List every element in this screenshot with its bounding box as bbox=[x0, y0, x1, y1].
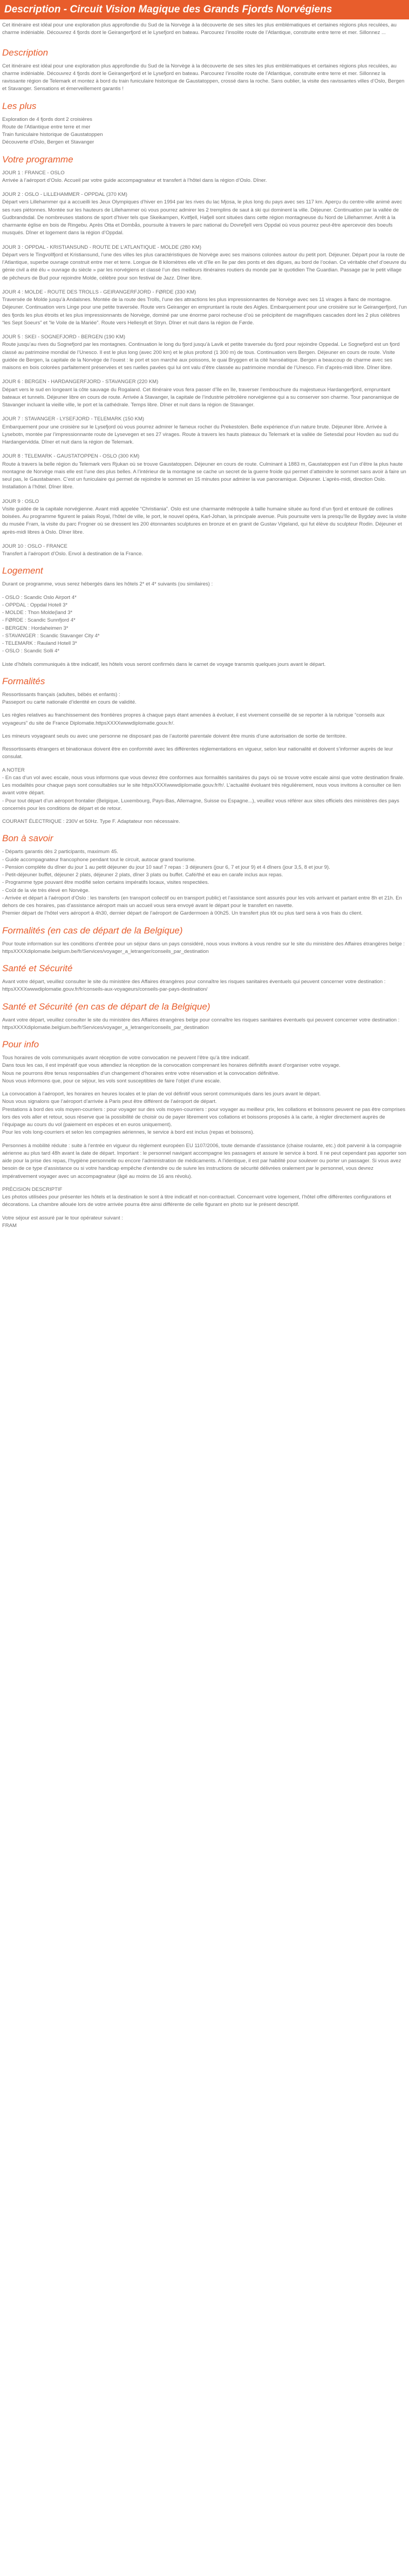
day-title: JOUR 3 : OPPDAL - KRISTIANSUND - ROUTE DE L’ATLANTIQUE - MOLDE (280 KM) bbox=[2, 244, 201, 250]
les-plus-list bbox=[0, 116, 409, 147]
bon-line: Premier départ de l’hôtel vers aéroport à 4h30, dernier départ de l’aéroport de Gardermoen à 00h25. Un transfert plus tôt ou plus tard sera à vos frais du client. bbox=[2, 910, 363, 917]
bon-line: - Petit-déjeuner buffet, déjeuner 2 plats, déjeuner 2 plats, dîner 3 plats ou buffet. Café/thé et eau en carafe inclus aux repas. bbox=[2, 872, 283, 878]
section-title-bon-a-savoir: Bon à savoir bbox=[2, 833, 53, 844]
formalites-line: Ressortissants français (adultes, bébés et enfants) : bbox=[2, 691, 120, 698]
logement-note: Liste d’hôtels communiqués à titre indicatif, les hôtels vous seront confirmés dans le carnet de voyage transmis quelques jours avant le départ. bbox=[2, 661, 326, 667]
day-title: JOUR 4 : MOLDE - ROUTE DES TROLLS - GEIRANGERFJORD - FØRDE (330 KM) bbox=[2, 289, 196, 295]
day-title: JOUR 2 : OSLO - LILLEHAMMER - OPPDAL (370 KM) bbox=[2, 192, 127, 198]
formalites-line: Ressortissants étrangers et binationaux doivent être en conformité avec les différentes réglementations en vigueur, selon leur nationalité et doivent s’informer auprès de leur consulat. bbox=[2, 746, 393, 760]
sante-belgique-text: Avant votre départ, veuillez consulter le site du ministère des Affaires étrangères belge pour connaître les risques sanitaires éventuels qui peuvent concerner votre destination : httpsXXXXdiplomatie.belgium.be/fr/Services/voyager_a_letranger/conseils_par_destination bbox=[2, 1017, 400, 1031]
sante-text: Avant votre départ, veuillez consulter le site du ministère des Affaires étrangères pour connaître les risques sanitaires éventuels qui peuvent concerner votre destination : httpsXXXXwwwdiplomatie.gouv.fr/fr/conseils-aux-voyageurs/conseils-par-pays-destination/ bbox=[2, 979, 386, 993]
info-line: Dans tous les cas, il est impératif que vous attendiez la réception de la convocation comprenant les horaires définitifs avant d’organiser votre voyage. bbox=[2, 1062, 340, 1069]
programme-days bbox=[0, 169, 409, 558]
hotel-item: - FØRDE : Scandic Sunnfjord 4* bbox=[2, 617, 76, 624]
programme-day bbox=[0, 191, 409, 237]
formalites-line: - En cas d’un vol avec escale, nous vous informons que vous devrez être conformes aux formalités sanitaires du pays où se trouve votre escale ainsi que votre destination finale. bbox=[2, 774, 405, 781]
info-line: Prestations à bord des vols moyen-courriers : pour voyager sur des vols moyen-courriers : pour voyager au meilleur prix, les collations et boissons peuvent ne pas être comprises lors des vols aller et retour, sous réserve que la possibilité de choisir ou de payer librement vos collations et boissons proposés à la carte, à régler directement auprès de l’équipage au cours du vol (paiement en espèces et en euros uniquement). bbox=[2, 1106, 406, 1128]
info-line: Pour les vols long-courriers et selon les compagnies aériennes, le service à bord est inclus (repas et boissons). bbox=[2, 1129, 255, 1136]
info-line: Votre séjour est assuré par le tour opérateur suivant : bbox=[2, 1215, 123, 1221]
bon-line: - Programme type pouvant être modifié selon certains impératifs locaux, visites respectées. bbox=[2, 880, 209, 886]
programme-day bbox=[0, 378, 409, 409]
day-text: Embarquement pour une croisière sur le Lysefjord où vous pourrez admirer le fameux rocher du Prekestolen. Belle expérience d’un nature brute. Déjeuner libre. Arrivée à Lysebotn, montée par l’impressionnante route de Lysevegen et ses 27 virages. Route à travers les hauts plateaux du Telemark et la vallée de Setesdal pour Hovden au sud du Hardangervidda. Dîner et nuit dans la région de Telemark. bbox=[2, 424, 399, 446]
section-title-les-plus: Les plus bbox=[2, 100, 37, 111]
formalites-line: Les règles relatives au franchissement des frontières propres à chaque pays étant amenées à évoluer, il est vivement conseillé de se reporter à la rubrique “conseils aux voyageurs” du site de France Diplomatie.httpsXXXXwwwdiplomatie.gouv.fr/. bbox=[2, 712, 385, 726]
programme-day bbox=[0, 498, 409, 536]
hotel-item: - STAVANGER : Scandic Stavanger City 4* bbox=[2, 632, 100, 639]
day-text: Départ vers Lillehammer qui a accueilli les Jeux Olympiques d’hiver en 1994 par les rives du lac Mjosa, le plus long du pays avec ses 117 km. Aperçu du centre-ville animé avec ses rues piétonnes. Montée sur les hauteurs de Lillehammer où vous pourrez admirer les 2 tremplins de saut à ski qui dominent la ville. Déjeuner. Continuation par la vallée de Gudbrandsdal. De nombreuses stations de sport d’hiver tels que Skeikampen, Kvitfjell, Hafjell sont situées dans cette région montagneuse du Nord de Lillehammer. Arrêt à la charmante église en bois de Ringebu. Après Otta et Dombås, poursuite à travers le parc national du Dovrefjell vers Oppdal où vous pourrez peut-être apercevoir des boeufs musqués. Dîner et logement dans la région d’Oppdal. bbox=[2, 199, 403, 236]
section-title-programme: Votre programme bbox=[2, 154, 73, 165]
hotel-item: - MOLDE : Thon Molde(land 3* bbox=[2, 610, 73, 616]
info-line: FRAM bbox=[2, 1222, 17, 1229]
day-title: JOUR 5 : SKEI - SOGNEFJORD - BERGEN (190 KM) bbox=[2, 334, 126, 340]
programme-day bbox=[0, 289, 409, 327]
programme-day bbox=[0, 453, 409, 491]
bon-line: - Départs garantis dès 2 participants, maximum 45. bbox=[2, 849, 118, 855]
formalites-line: Les mineurs voyageant seuls ou avec une personne ne disposant pas de l’autorité parentale doivent être munis d’une autorisation de sortie de territoire. bbox=[2, 733, 347, 739]
hotel-item: - OSLO : Scandic Oslo Airport 4* bbox=[2, 594, 77, 601]
hotel-item: - TELEMARK : Rauland Hotell 3* bbox=[2, 640, 77, 647]
bon-line: - Guide accompagnateur francophone pendant tout le circuit, autocar grand tourisme. bbox=[2, 856, 196, 863]
info-line: Nous ne pourrons être tenus responsables d’un changement d’horaires entre votre réservation et la convocation définitive. bbox=[2, 1070, 280, 1076]
day-title: JOUR 9 : OSLO bbox=[2, 498, 39, 505]
day-text: Traversée de Molde jusqu’à Andalsnes. Montée de la route des Trolls, l’une des attractions les plus impressionnantes de Norvège avec ses 11 virages à flanc de montagne. Déjeuner. Continuation vers Linge pour une petite traversée. Route vers Geiranger en empruntant la route des Aigles. Embarquement pour une croisière sur le Geirangerfjord, l’un des fjords les plus étroits et les plus impressionnants de Norvège, dominé par une énorme paroi rocheuse d’où se précipitent de magnifiques cascades dont les 2 plus célèbres “les Sept Soeurs” et “le Voile de la Mariée”. Route vers Hellesylt et Stryn. Dîner et nuit dans la région de Førde. bbox=[2, 297, 407, 326]
info-line: Nous vous informons que, pour ce séjour, les vols sont susceptibles de faire l’objet d’une escale. bbox=[2, 1078, 221, 1084]
day-text: Route à travers la belle région du Telemark vers Rjukan où se trouve Gaustatoppen. Déjeuner en cours de route. Culminant à 1883 m, Gaustatoppen est l’un d’être la plus haute montagne de Norvège mais elle est l’une des plus belles. A l’intérieur de la montagne se cache un secret de la guerre froide qui permet d’atteindre le sommet sans avoir à faire un seul pas, le Gaustabanen. C’est un funiculaire qui permet de rejoindre le sommet en 15 minutes pour admirer la vue panoramique. Déjeuner. L’après-midi, direction Oslo. Installation à l’hôtel. Dîner libre. bbox=[2, 461, 406, 490]
programme-day bbox=[0, 333, 409, 372]
info-line: Tous horaires de vols communiqués avant réception de votre convocation ne peuvent l’être qu’à titre indicatif. bbox=[2, 1055, 250, 1061]
programme-day bbox=[0, 244, 409, 282]
section-title-sante: Santé et Sécurité bbox=[2, 963, 73, 974]
les-plus-item: Train funiculaire historique de Gaustatoppen bbox=[2, 132, 103, 138]
formalites-line: Passeport ou carte nationale d’identité en cours de validité. bbox=[2, 699, 137, 706]
hotel-item: - OPPDAL : Oppdal Hotell 3* bbox=[2, 602, 68, 608]
les-plus-item: Route de l'Atlantique entre terre et mer bbox=[2, 124, 91, 130]
les-plus-item: Exploration de 4 fjords dont 2 croisières bbox=[2, 116, 92, 122]
day-text: Départ vers le Tingvollfjord et Kristiansund, l’une des villes les plus caractéristiques de Norvège avec ses maisons colorées autour du petit port. Déjeuner. Départ pour la route de l’Atlantique, superbe ouvrage construit entre mer et terre. Longue de 8 kilomètres elle vit d’île en île par des ponts et des digues, au bord de l’océan. Ce véritable chef d’oeuvre du génie civil a été élu « ouvrage du siècle » par les norvégiens et classé l’un des meilleurs itinéraires routiers du monde par le quotidien The Guardian. Passage par le petit village de pêcheurs de Bud pour rejoindre Molde, célèbre pour son festival de Jazz. Dîner libre. bbox=[2, 251, 406, 281]
programme-day bbox=[0, 169, 409, 185]
bon-line: - Coût de la vie très élevé en Norvège. bbox=[2, 887, 90, 894]
day-text: Arrivée à l’aéroport d’Oslo. Accueil par votre guide accompagnateur et transfert à l’hôtel dans la région d’Oslo. Dîner. bbox=[2, 177, 267, 183]
programme-day bbox=[0, 415, 409, 446]
info-line: Nous vous signalons que l’aéroport d’arrivée à Paris peut être différent de l’aéroport de départ. bbox=[2, 1099, 217, 1105]
info-line: PRÉCISION DESCRIPTIF bbox=[2, 1186, 63, 1192]
hotel-item: - BERGEN : Hordaheimen 3* bbox=[2, 625, 69, 631]
section-title-description: Description bbox=[2, 47, 49, 58]
day-text: Route jusqu’au rives du Sognefjord par les montagnes. Continuation le long du fjord jusqu’à Lavik et petite traversée du fjord pour rejoindre Oppedal. Le Sognefjord est un fjord classé au patrimoine mondial de l’Unesco. Il est le plus long (avec 200 km) et le plus profond (1 300 m) de tous. Continuation vers Bergen. Déjeuner en cours de route. Visite guidée de Bergen, la capitale de la Norvège de l’ouest : le port et son marché aux poissons, le quai Bryggen et la cité hanséatique. Bergen a beaucoup de charme avec ses maisons en bois colorées parfaitement préservées et ses ruelles pavées qui lui ont valu d’être classée au patrimoine mondial de l’Unesco. Fin d’après-midi libre. Dîner libre. bbox=[2, 342, 400, 371]
bon-line: - Arrivée et départ à l’aéroport d’Oslo : les transferts (en transport collectif ou en transport public) et l’assistance sont assurés pour les vols arrivant et partant entre 8h et 21h. En dehors de ces horaires, pas d’assistance aéroport mais un accueil vous sera envoyé avant le départ pour le transfert en navette. bbox=[2, 895, 402, 909]
page bbox=[0, 0, 409, 1250]
info-line: Les photos utilisées pour présenter les hôtels et la destination le sont à titre indicatif et non-contractuel. Concernant votre logement, l’hôtel offre différentes configurations et décorations. La chambre allouée lors de votre arrivée pourra être ainsi différente de celle figurant en photo sur le présent descriptif. bbox=[2, 1194, 392, 1208]
page-title-banner: Description - Circuit Vision Magique des Grands Fjords Norvégiens bbox=[0, 0, 409, 19]
day-text: Transfert à l’aéroport d’Oslo. Envol à destination de la France. bbox=[2, 551, 144, 557]
day-title: JOUR 1 : FRANCE - OSLO bbox=[2, 169, 65, 176]
info-line: La convocation à l’aéroport, les horaires en heures locales et le plan de vol définitif vous seront communiqués dans les jours avant le départ. bbox=[2, 1091, 321, 1098]
formalites-line: A NOTER bbox=[2, 767, 25, 773]
section-title-pour-info: Pour info bbox=[2, 1039, 39, 1050]
les-plus-item: Découverte d'Oslo, Bergen et Stavanger bbox=[2, 139, 94, 146]
formalites-line: COURANT ÉLECTRIQUE : 230V et 50Hz. Type F. Adaptateur non nécessaire. bbox=[2, 819, 180, 825]
pour-info-block bbox=[0, 1054, 409, 1230]
formalites-belgique-text: Pour toute information sur les conditions d’entrée pour un séjour dans un pays considéré, nous vous invitons à vous rendre sur le site du ministère des Affaires étrangères belge : httpsXXXXdiplomatie.belgium.be/fr/Services/voyager_a_letranger/conseils_par_destination bbox=[2, 941, 405, 955]
programme-day bbox=[0, 543, 409, 558]
section-title-formalites-belgique: Formalités (en cas de départ de la Belgique) bbox=[2, 925, 183, 936]
day-title: JOUR 8 : TELEMARK - GAUSTATOPPEN - OSLO (300 KM) bbox=[2, 453, 140, 460]
bon-a-savoir-block bbox=[0, 848, 409, 917]
formalites-line: - Pour tout départ d’un aéroport frontalier (Belgique, Luxembourg, Pays-Bas, Allemagne, Suisse ou Espagne...), veuillez vous référer aux sites officiels des ministères des pays concernés pour les conditions de départ et de retour. bbox=[2, 798, 399, 812]
section-title-formalites: Formalités bbox=[2, 676, 45, 686]
formalites-block bbox=[0, 691, 409, 826]
day-title: JOUR 6 : BERGEN - HARDANGERFJORD - STAVANGER (220 KM) bbox=[2, 379, 159, 385]
day-text: Départ vers le sud en longeant la côte sauvage du Rogaland. Cet itinéraire vous fera passer d’île en île, traverser l’embouchure du majestueux Hardangerfjord, empruntant bateaux et tunnels. Déjeuner libre en cours de route. Arrivée à Stavanger, la capitale de l’industrie pétrolière norvégienne qui a su conserver son charme. Tour panoramique de Stavanger incluant la vieille ville, le port et la cathédrale. Temps libre. Dîner et nuit dans la région de Stavanger. bbox=[2, 386, 399, 408]
section-title-sante-belgique: Santé et Sécurité (en cas de départ de la Belgique) bbox=[2, 1001, 210, 1012]
section-title-logement: Logement bbox=[2, 565, 43, 576]
hotel-item: - OSLO : Scandic Solli 4* bbox=[2, 648, 60, 655]
day-text: Visite guidée de la capitale norvégienne. Avant midi appelée “Christiania”. Oslo est une charmante métropole à taille humaine située au fond d’un fjord et entouré de collines boisées. Au programme figurent le palais Royal, l’hôtel de ville, le port, le nouvel opéra, Karl-Johan, la principale avenue. Puis poursuite vers la presqu’île de Bygdøy avec la visite du musée Fram, la visite du parc Frogner où se dressent les 200 étonnantes sculptures en bronze et en granit de Gustav Vigeland, qui fut élève du sculpteur Rodin. Déjeuner et après-midi libres à Oslo. Dîner libre. bbox=[2, 506, 407, 535]
formalites-line: Les modalités pour chaque pays sont consultables sur le site httpsXXXXwwwdiplomatie.gouv.fr/fr/. L’actualité évoluant très régulièrement, nous vous invitons à consulter ce lien avant votre départ. bbox=[2, 782, 401, 796]
bon-line: - Pension complète du dîner du jour 1 au petit déjeuner du jour 10 sauf 7 repas : 3 déjeuners (jour 6, 7 et jour 9) et 4 dîners (jour 3,5, 8 et jour 9). bbox=[2, 864, 330, 870]
day-title: JOUR 7 : STAVANGER - LYSEFJORD - TELEMARK (150 KM) bbox=[2, 416, 145, 422]
info-line: Personnes à mobilité réduite : suite à l’entrée en vigueur du règlement européen EU 1107/2006, toute demande d’assistance (chaise roulante, etc.) doit parvenir à la compagnie aérienne au plus tard 48h avant la date de départ. Important : le personnel navigant accompagne les passagers et assure le service à bord. Il ne peut cependant pas apporter son aide pour la prise des repas, l’hygiène personnelle ou encore l’administration de médicaments. A l’identique, il est par habilité pour soulever ou porter un passager. Si vous avez besoin de ce type d’assistance ou si votre handicap empêche d’entendre ou de suivre les instructions de sécurité délivrées oralement par le personnel, vous devrez impérativement voyager avec un accompagnateur (âgé au moins de 16 ans révolu). bbox=[2, 1142, 406, 1180]
logement-intro: Durant ce programme, vous serez hébergés dans les hôtels 2* et 4* suivants (ou similaires) : bbox=[2, 581, 213, 588]
day-title: JOUR 10 : OSLO - FRANCE bbox=[2, 543, 67, 549]
description-text: Cet itinéraire est idéal pour une exploration plus approfondie du Sud de la Norvège à la découverte de ses sites les plus emblématiques et certaines régions plus reculées, au charme indéniable. Découvrez 4 fjords dont le Geirangerfjord et le Lysefjord en bateau. Parcourez l’insolite route de l’Atlantique, construite entre terre et mer. Sillonnez la ravissante région de Telemark et montez à bord du train funiculaire historique de Gaustatoppen, crossé dans la roche. Sans oublier, la visite des ravissantes villes d’Oslo, Bergen et Stavanger. Sensations et émerveillement garantis ! bbox=[2, 63, 405, 92]
intro-text: Cet itinéraire est idéal pour une exploration plus approfondie du Sud de la Norvège à la découverte de ses sites les plus emblématiques et certaines régions plus reculées, au charme indéniable. Découvrez 4 fjords dont le Geirangerfjord et le Lysefjord en bateau. Parcourez l’insolite route de l’Atlantique, construite entre terre et mer. Sillonnez ... bbox=[2, 22, 397, 36]
logement-block bbox=[0, 581, 409, 669]
